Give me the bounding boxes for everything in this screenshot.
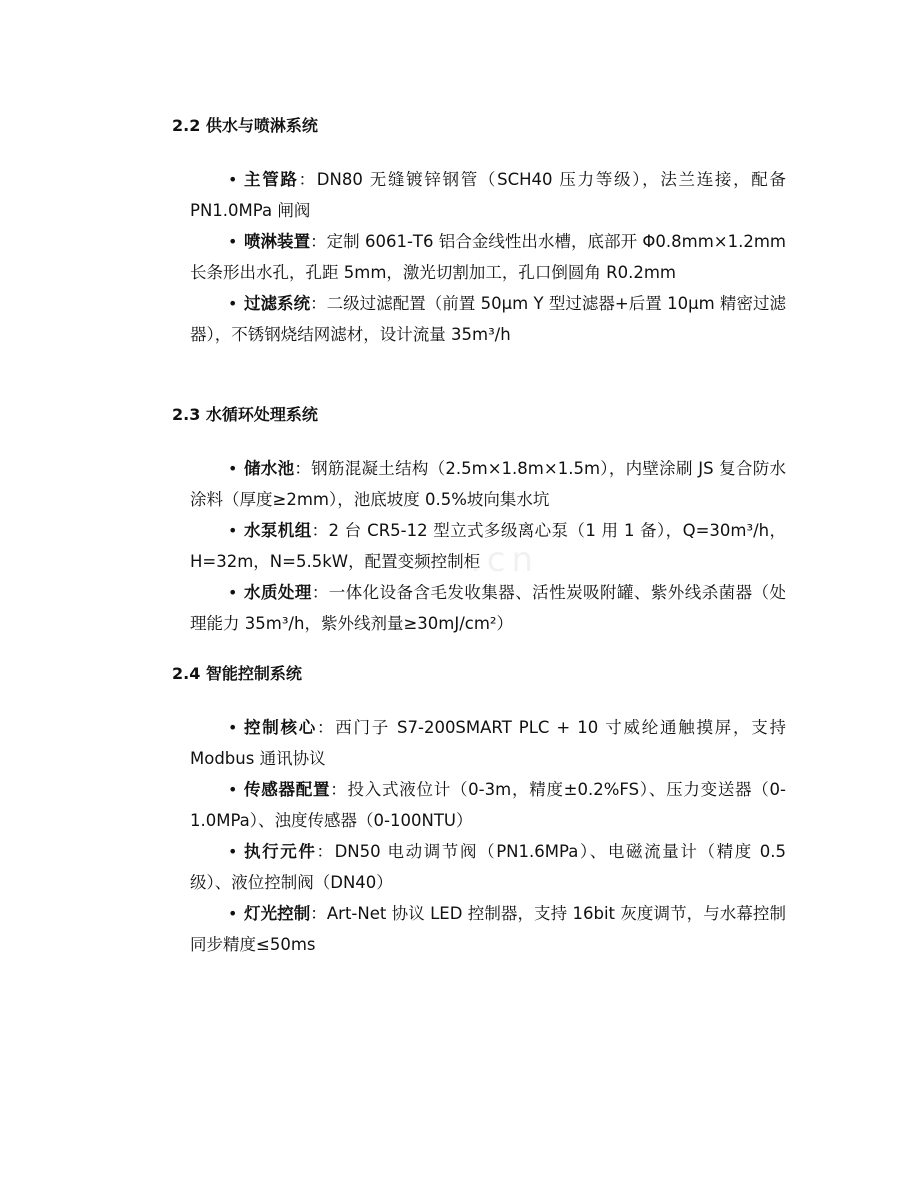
item-text: ：投入式液位计（0-3m，精度±0.2%FS）、压力变送器（0-1.0MPa）、浊度传感器（0-100NTU） [190, 780, 787, 830]
list-item [190, 836, 786, 898]
list-item [190, 164, 786, 226]
item-term: 过滤系统 [244, 294, 311, 313]
bullet-icon: • [228, 780, 238, 799]
section-2-3 [172, 403, 786, 639]
item-text: ：西门子 S7-200SMART PLC + 10 寸威纶通触摸屏，支持 Modbus 通讯协议 [190, 718, 787, 768]
item-term: 灯光控制 [244, 904, 311, 923]
item-term: 喷淋装置 [244, 232, 311, 251]
bullet-icon: • [228, 521, 238, 540]
item-term: 水泵机组 [244, 521, 312, 540]
item-text: ：DN50 电动调节阀（PN1.6MPa）、电磁流量计（精度 0.5 级）、液位控制阀（DN40） [190, 842, 786, 892]
item-text: ：2 台 CR5-12 型立式多级离心泵（1 用 1 备），Q=30m³/h，H=32m，N=5.5kW，配置变频控制柜 [190, 521, 786, 571]
bullet-icon: • [228, 842, 238, 861]
watermark: .cn [470, 540, 540, 580]
section-heading: 2.3 水循环处理系统 [172, 405, 318, 424]
item-term: 控制核心 [244, 718, 318, 737]
item-text: ：Art-Net 协议 LED 控制器，支持 16bit 灰度调节，与水幕控制同步精度≤50ms [190, 904, 787, 954]
item-term: 传感器配置 [244, 780, 331, 799]
bullet-list [172, 453, 786, 639]
item-text: ：一体化设备含毛发收集器、活性炭吸附罐、紫外线杀菌器（处理能力 35m³/h，紫外线剂量≥30mJ/cm²） [190, 583, 787, 633]
section-heading: 2.2 供水与喷淋系统 [172, 116, 318, 135]
item-text: ：钢筋混凝土结构（2.5m×1.8m×1.5m），内壁涂刷 JS 复合防水涂料（厚度≥2mm），池底坡度 0.5%坡向集水坑 [190, 459, 787, 509]
item-term: 储水池 [244, 459, 295, 478]
bullet-icon: • [228, 170, 238, 189]
item-term: 水质处理 [244, 583, 312, 602]
bullet-icon: • [228, 904, 238, 923]
list-item [190, 515, 786, 577]
item-text: ：定制 6061-T6 铝合金线性出水槽，底部开 Φ0.8mm×1.2mm 长条形出水孔，孔距 5mm，激光切割加工，孔口倒圆角 R0.2mm [190, 232, 787, 282]
bullet-icon: • [228, 459, 238, 478]
section-2-2 [172, 114, 786, 350]
bullet-icon: • [228, 718, 238, 737]
list-item [190, 288, 786, 350]
bullet-icon: • [228, 294, 238, 313]
item-text: ：二级过滤配置（前置 50μm Y 型过滤器+后置 10μm 精密过滤器），不锈钢烧结网滤材，设计流量 35m³/h [190, 294, 787, 344]
list-item [190, 712, 786, 774]
section-2-4 [172, 662, 786, 960]
bullet-icon: • [228, 583, 238, 602]
section-heading: 2.4 智能控制系统 [172, 664, 302, 683]
item-term: 主管路 [244, 170, 299, 189]
bullet-icon: • [228, 232, 238, 251]
list-item [190, 898, 786, 960]
bullet-list [172, 712, 786, 960]
list-item [190, 577, 786, 639]
bullet-list [172, 164, 786, 350]
item-term: 执行元件 [244, 842, 317, 861]
list-item [190, 226, 786, 288]
list-item [190, 774, 786, 836]
item-text: ：DN80 无缝镀锌钢管（SCH40 压力等级），法兰连接，配备 PN1.0MPa 闸阀 [190, 170, 786, 220]
list-item [190, 453, 786, 515]
